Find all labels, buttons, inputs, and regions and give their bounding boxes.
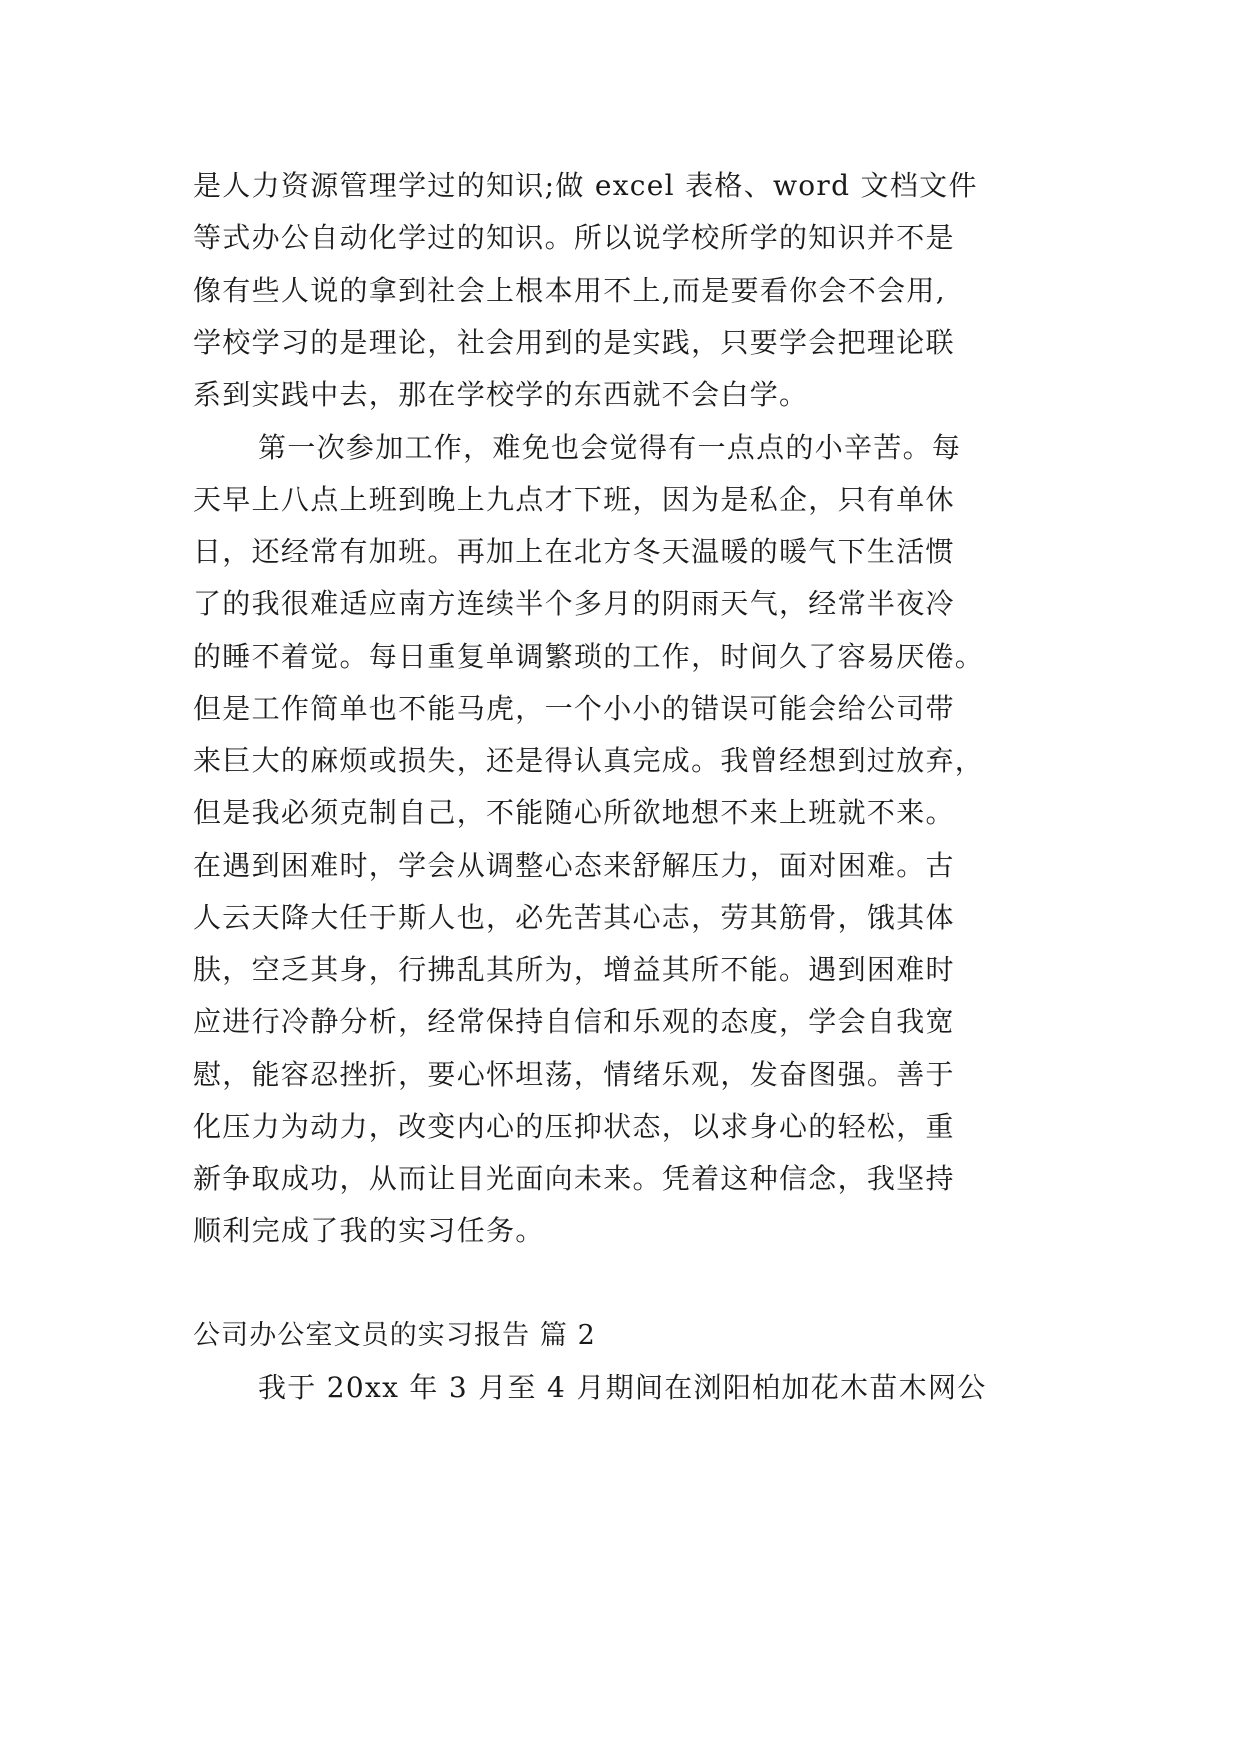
text-line: 在遇到困难时，学会从调整心态来舒解压力，面对困难。古: [193, 849, 955, 882]
text-line: 天早上八点上班到晚上九点才下班，因为是私企，只有单休: [193, 483, 955, 516]
text-line: 慰，能容忍挫折，要心怀坦荡，情绪乐观，发奋图强。善于: [193, 1058, 955, 1091]
text-line: 新争取成功，从而让目光面向未来。凭着这种信念，我坚持: [193, 1162, 955, 1195]
text-line: 像有些人说的拿到社会上根本用不上,而是要看你会不会用,: [193, 274, 946, 307]
paragraph-first-line: 我于 20xx 年 3 月至 4 月期间在浏阳柏加花木苗木网公: [258, 1371, 987, 1404]
text-line: 顺利完成了我的实习任务。: [193, 1214, 545, 1247]
text-line: 化压力为动力，改变内心的压抑状态，以求身心的轻松，重: [193, 1110, 955, 1143]
section-heading: 公司办公室文员的实习报告 篇 2: [193, 1320, 596, 1351]
text-line: 等式办公自动化学过的知识。所以说学校所学的知识并不是: [193, 221, 955, 254]
text-line: 日，还经常有加班。再加上在北方冬天温暖的暖气下生活惯: [193, 535, 955, 568]
text-line: 学校学习的是理论，社会用到的是实践，只要学会把理论联: [193, 326, 955, 359]
text-line: 但是我必须克制自己，不能随心所欲地想不来上班就不来。: [193, 796, 955, 829]
text-line: 来巨大的麻烦或损失，还是得认真完成。我曾经想到过放弃，: [193, 744, 985, 777]
paragraph-first-line: 第一次参加工作，难免也会觉得有一点点的小辛苦。每: [258, 431, 962, 464]
text-line: 的睡不着觉。每日重复单调繁琐的工作，时间久了容易厌倦。: [193, 640, 985, 673]
text-line: 肤，空乏其身，行拂乱其所为，增益其所不能。遇到困难时: [193, 953, 955, 986]
text-line: 但是工作简单也不能马虎，一个小小的错误可能会给公司带: [193, 692, 955, 725]
text-line: 人云天降大任于斯人也，必先苦其心志，劳其筋骨，饿其体: [193, 901, 955, 934]
text-line: 了的我很难适应南方连续半个多月的阴雨天气，经常半夜冷: [193, 587, 955, 620]
text-line: 系到实践中去，那在学校学的东西就不会白学。: [193, 378, 809, 411]
text-line: 应进行冷静分析，经常保持自信和乐观的态度，学会自我宽: [193, 1005, 955, 1038]
text-line: 是人力资源管理学过的知识;做 excel 表格、word 文档文件: [193, 169, 978, 202]
